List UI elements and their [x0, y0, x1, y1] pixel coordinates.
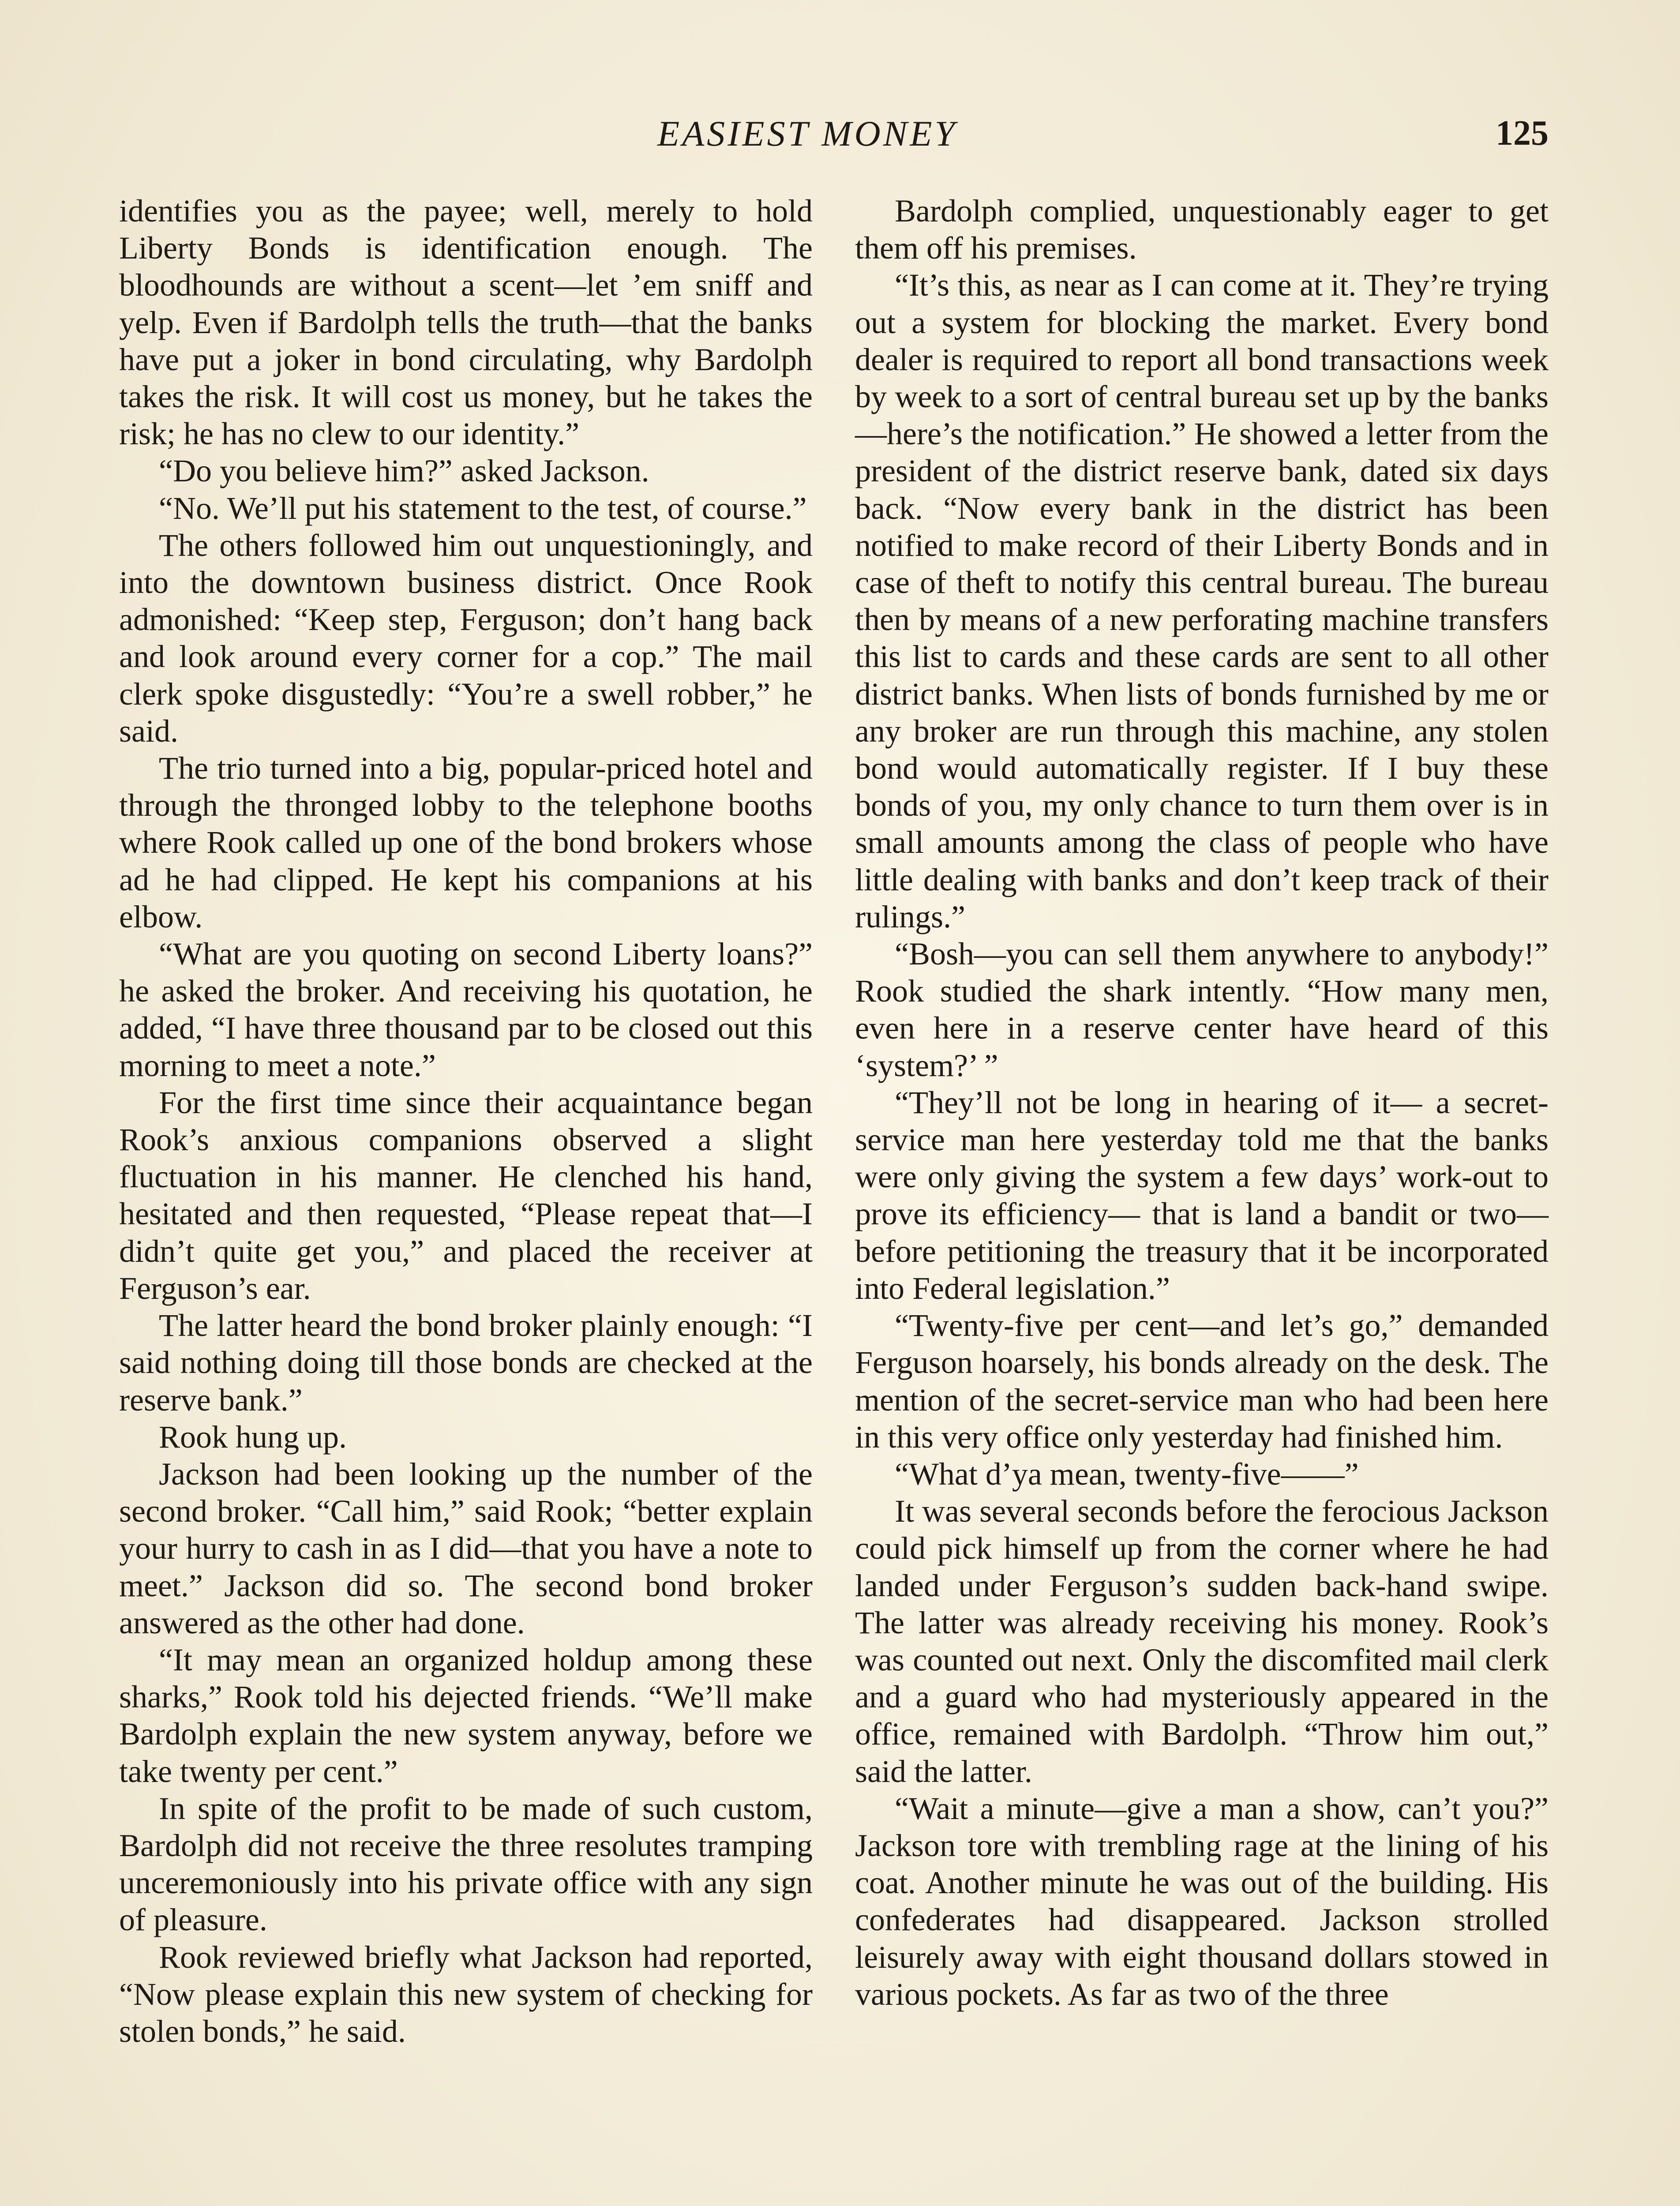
paragraph: “It’s this, as near as I can come at it. They’re trying out a system for blocking the market. Every bond dealer is required to report all bond transactions week by week to a sort of central bureau set up by the banks—here’s the notification.” He showed a letter from the president of the district reserve bank, dated six days back. “Now every bank in the district has been notified to make record of their Liberty Bonds and in case of theft to notify this central bureau. The bureau then by means of a new perforating machine transfers this list to cards and these cards are sent to all other district banks. When lists of bonds furnished by me or any broker are run through this machine, any stolen bond would automatically register. If I buy these bonds of you, my only chance to turn them over is in small amounts among the class of people who have little dealing with banks and don’t keep track of their rulings.” [855, 267, 1549, 934]
paragraph: “Wait a minute—give a man a show, can’t you?” Jackson tore with trembling rage at the lining of his coat. Another minute he was out of the building. His confederates had disappeared. Jackson strolled leisurely away with eight thousand dollars stowed in various pockets. As far as two of the three [855, 1790, 1549, 2012]
running-title: EASIEST MONEY [657, 113, 958, 154]
paragraph: “They’ll not be long in hearing of it— a secret-service man here yesterday told me that the banks were only giving the system a few days’ work-out to prove its efficiency— that is land a bandit or two—before petitioning the treasury that it be incorporated into Federal legislation.” [855, 1084, 1549, 1306]
paragraph: Bardolph complied, unquestionably eager to get them off his premises. [855, 193, 1549, 266]
paragraph: “Bosh—you can sell them anywhere to anybody!” Rook studied the shark intently. “How many men, even here in a reserve center have heard of this ‘system?’ ” [855, 936, 1549, 1083]
paragraph: “It may mean an organized holdup among these sharks,” Rook told his dejected friends. “We’ll make Bardolph explain the new system anyway, before we take twenty per cent.” [119, 1642, 813, 1789]
paragraph: “Twenty-five per cent—and let’s go,” demanded Ferguson hoarsely, his bonds already on the desk. The mention of the secret-service man who had been here in this very office only yesterday had finished him. [855, 1308, 1549, 1455]
paragraph: The latter heard the bond broker plainly enough: “I said nothing doing till those bonds are checked at the reserve bank.” [119, 1308, 813, 1418]
paragraph: In spite of the profit to be made of such custom, Bardolph did not receive the three resolutes tramping unceremoniously into his private office with any sign of pleasure. [119, 1790, 813, 1938]
paragraph: Rook reviewed briefly what Jackson had reported, “Now please explain this new system of checking for stolen bonds,” he said. [119, 1939, 813, 2049]
paragraph: For the first time since their acquaintance began Rook’s anxious companions observed a slight fluctuation in his manner. He clenched his hand, hesitated and then requested, “Please repeat that—I didn’t quite get you,” and placed the receiver at Ferguson’s ear. [119, 1084, 813, 1306]
paragraph: It was several seconds before the ferocious Jackson could pick himself up from the corner where he had landed under Ferguson’s sudden back-hand swipe. The latter was already receiving his money. Rook’s was counted out next. Only the discomfited mail clerk and a guard who had mysteriously appeared in the office, remained with Bardolph. “Throw him out,” said the latter. [855, 1493, 1549, 1789]
paragraph: “What d’ya mean, twenty-five——” [895, 1456, 1359, 1492]
paragraph: Rook hung up. [159, 1419, 347, 1455]
paragraph: “What are you quoting on second Liberty loans?” he asked the broker. And receiving his quotation, he added, “I have three thousand par to be closed out this morning to meet a note.” [119, 936, 813, 1083]
page-number: 125 [1496, 114, 1549, 153]
paragraph: identifies you as the payee; well, merely to hold Liberty Bonds is identification enough. The bloodhounds are without a scent—let ’em sniff and yelp. Even if Bardolph tells the truth—that the banks have put a joker in bond circulating, why Bardolph takes the risk. It will cost us money, but he takes the risk; he has no clew to our identity.” [119, 193, 813, 452]
paragraph: “No. We’ll put his statement to the test, of course.” [159, 490, 807, 526]
paragraph: The trio turned into a big, popular-priced hotel and through the thronged lobby to the telephone booths where Rook called up one of the bond brokers whose ad he had clipped. He kept his companions at his elbow. [119, 750, 813, 934]
paragraph: Jackson had been looking up the number of the second broker. “Call him,” said Rook; “better explain your hurry to cash in as I did—that you have a note to meet.” Jackson did so. The second bond broker answered as the other had done. [119, 1456, 813, 1640]
paragraph: “Do you believe him?” asked Jackson. [159, 453, 649, 489]
paragraph: The others followed him out unquestioningly, and into the downtown business district. Once Rook admonished: “Keep step, Ferguson; don’t hang back and look around every corner for a cop.” The mail clerk spoke disgustedly: “You’re a swell robber,” he said. [119, 527, 813, 749]
right-text-column [855, 192, 1549, 2013]
left-text-column [119, 192, 813, 2050]
